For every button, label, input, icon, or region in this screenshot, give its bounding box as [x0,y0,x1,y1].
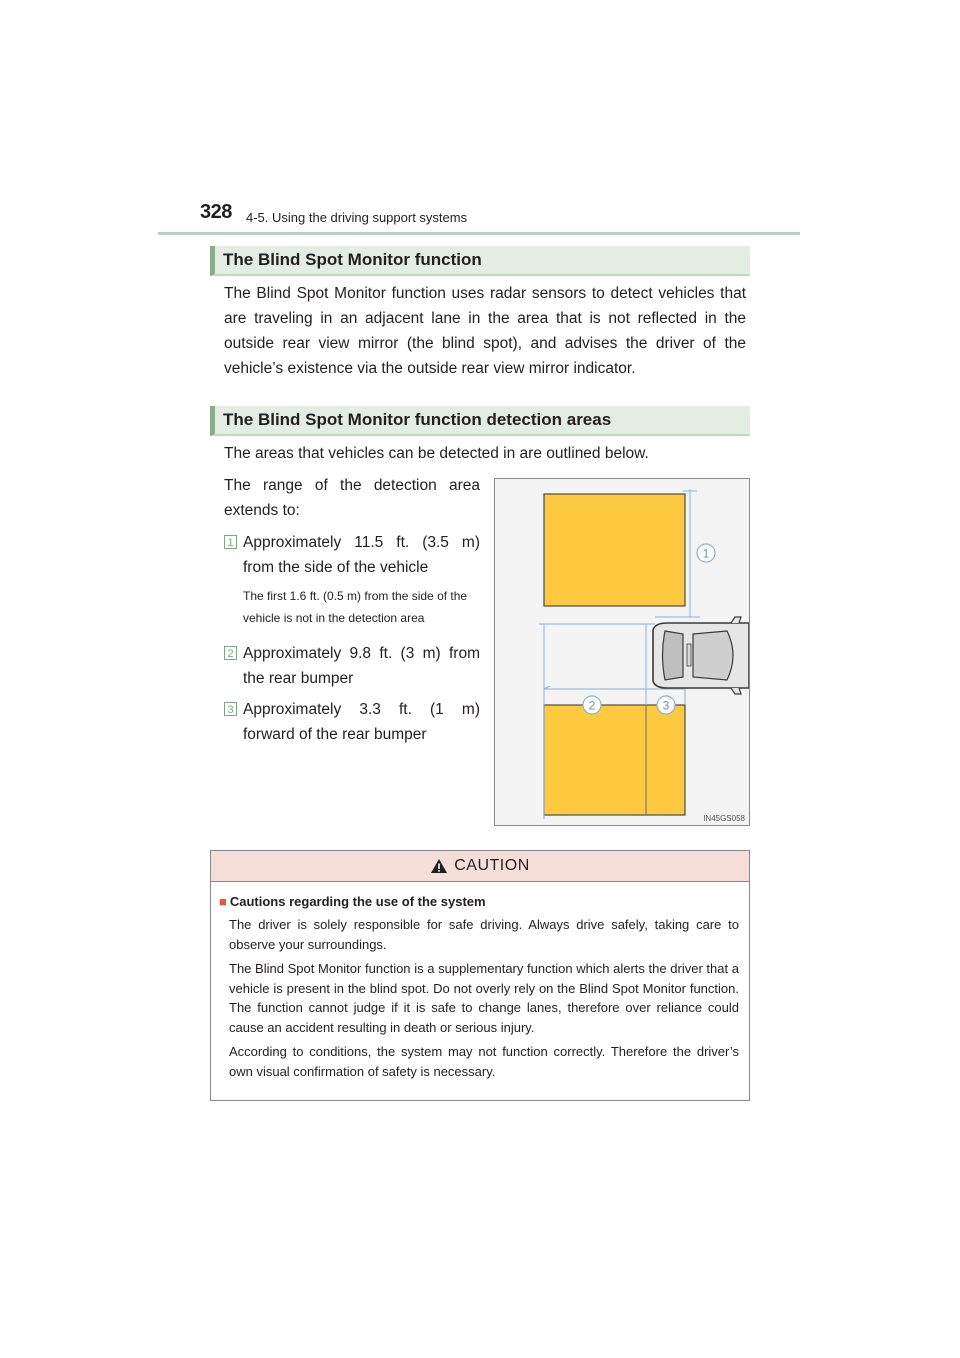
section-function-body: The Blind Spot Monitor function uses radar sensors to detect vehicles that are traveling in an adjacent lane in the area that is not reflected in the outside rear view mirror (the blind spot), and advises the driver of the vehicle’s existence via the outside rear view mirror indicator. [224,285,746,377]
range-item-text: Approximately 11.5 ft. (3.5 m) from the side of the vehicle [243,534,480,576]
range-item-text: Approximately 3.3 ft. (1 m) forward of the rear bumper [243,701,480,743]
chapter-title: 4-5. Using the driving support systems [246,210,468,225]
vehicle-icon [653,617,749,694]
caution-title [219,894,739,909]
detection-range-list [224,473,480,747]
callout-1-label: 1 [702,546,710,561]
header-rule [158,232,800,235]
detection-area-figure [494,478,750,826]
upper-detection-zone [544,494,685,606]
callout-2 [583,696,601,714]
lower-detection-zone [544,705,685,815]
caution-paragraph-3: According to conditions, the system may not function correctly. Therefore the driver’s own visual confirmation of safety is necessary. [229,1044,739,1079]
caution-paragraph-2: The Blind Spot Monitor function is a supplementary function which alerts the driver that a vehicle is present in the blind spot. Do not overly rely on the Blind Spot Monitor function. The function cannot judge if it is safe to change lanes, therefore over reliance could cause an accident resulting in death or serious injury. [229,961,739,1035]
callout-2-label: 2 [588,698,596,713]
page-number: 328 [200,201,232,223]
range-item-3 [224,697,480,747]
callout-1 [697,544,715,562]
number-badge-3: 3 [224,702,237,716]
caution-body [211,882,749,1081]
section-heading-function: The Blind Spot Monitor function [210,246,750,276]
callout-3-label: 3 [662,698,670,713]
section-heading-detection-areas: The Blind Spot Monitor function detection areas [210,406,750,436]
range-item-1 [224,530,480,580]
detection-areas-intro: The areas that vehicles can be detected in are outlined below. [224,445,649,462]
callout-3 [657,696,675,714]
square-bullet-icon: ■ [219,894,227,909]
caution-paragraph-1: The driver is solely responsible for safe driving. Always drive safely, taking care to observe your surroundings. [229,917,739,952]
range-item-text: Approximately 9.8 ft. (3 m) from the rear bumper [243,645,480,687]
range-intro: The range of the detection area extends to: [224,477,480,519]
caution-title-text: Cautions regarding the use of the system [229,894,486,909]
number-badge-1: 1 [224,535,237,549]
range-item-note: The first 1.6 ft. (0.5 m) from the side of the vehicle is not in the detection area [243,589,468,625]
number-badge-2: 2 [224,646,237,660]
range-item-2 [224,641,480,691]
caution-box [210,850,750,1101]
caution-label: CAUTION [454,857,530,874]
caution-header [211,851,749,882]
figure-code: IN45GS058 [703,814,745,823]
detection-area-diagram [495,479,749,825]
warning-triangle-icon [430,858,448,874]
